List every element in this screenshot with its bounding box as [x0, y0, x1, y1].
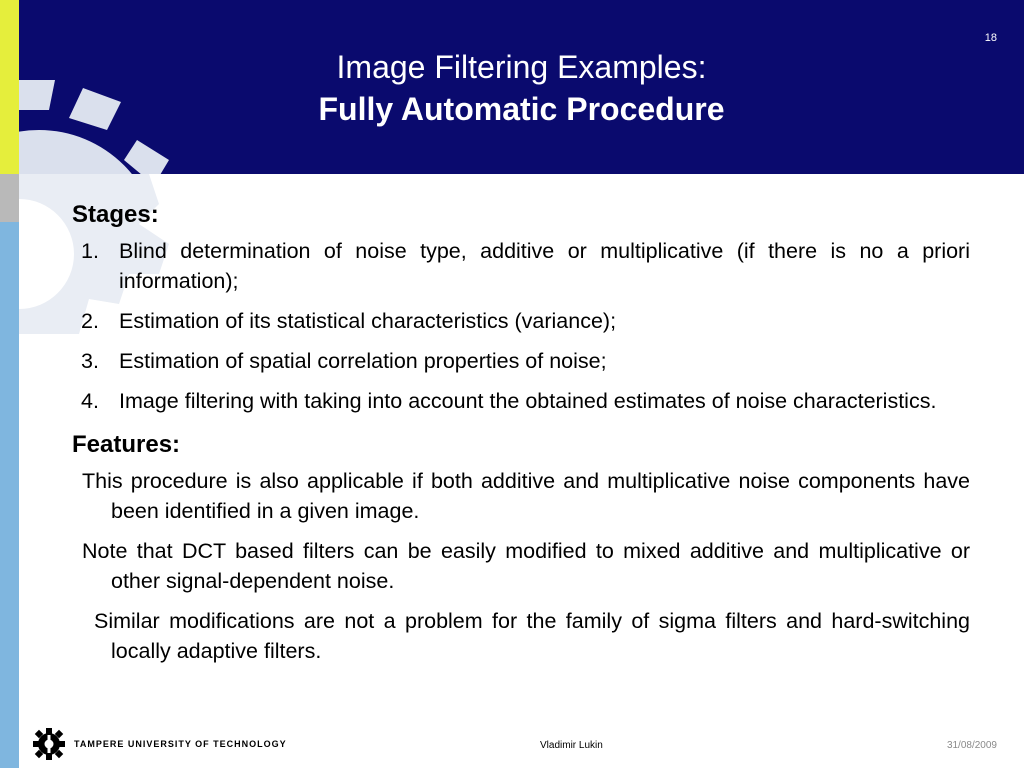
tut-gear-logo-icon: [32, 727, 66, 761]
stages-list: [72, 236, 970, 416]
left-accent-bar-gray: [0, 174, 19, 222]
list-item: [72, 236, 970, 296]
list-number: 3.: [81, 349, 99, 373]
university-logo: [32, 727, 287, 761]
list-item-text: Image filtering with taking into account the obtained estimates of noise characteristics.: [119, 389, 937, 413]
list-item: [72, 346, 970, 376]
list-item-text: Estimation of spatial correlation properties of noise;: [119, 349, 607, 373]
footer-author: Vladimir Lukin: [540, 740, 603, 751]
list-item: [72, 386, 970, 416]
title-line-1: Image Filtering Examples:: [336, 49, 707, 85]
feature-paragraph: Note that DCT based filters can be easily modified to mixed additive and multiplicative or other signal-dependent noise.: [82, 539, 970, 593]
list-item: [72, 306, 970, 336]
features-list: [72, 466, 970, 666]
footer-date: 31/08/2009: [946, 740, 997, 751]
left-accent-bar-blue: [0, 222, 19, 768]
list-item-text: Blind determination of noise type, additive or multiplicative (if there is no a priori information);: [119, 239, 970, 293]
university-name: TAMPERE UNIVERSITY OF TECHNOLOGY: [74, 739, 287, 749]
feature-paragraph: Similar modifications are not a problem for the family of sigma filters and hard-switching locally adaptive filters.: [94, 609, 970, 663]
slide-body: [72, 200, 970, 676]
features-heading: Features:: [72, 431, 181, 458]
slide-title: [19, 46, 1024, 130]
stages-heading: Stages:: [72, 201, 159, 228]
slide-number: 18: [984, 32, 997, 44]
list-item-text: Estimation of its statistical characteristics (variance);: [119, 309, 617, 333]
feature-paragraph: This procedure is also applicable if both additive and multiplicative noise components have been identified in a given image.: [82, 469, 970, 523]
list-number: 2.: [81, 309, 99, 333]
list-number: 4.: [81, 389, 99, 413]
left-accent-bar-yellow: [0, 0, 19, 174]
title-line-2: Fully Automatic Procedure: [318, 91, 725, 127]
list-number: 1.: [81, 239, 99, 263]
